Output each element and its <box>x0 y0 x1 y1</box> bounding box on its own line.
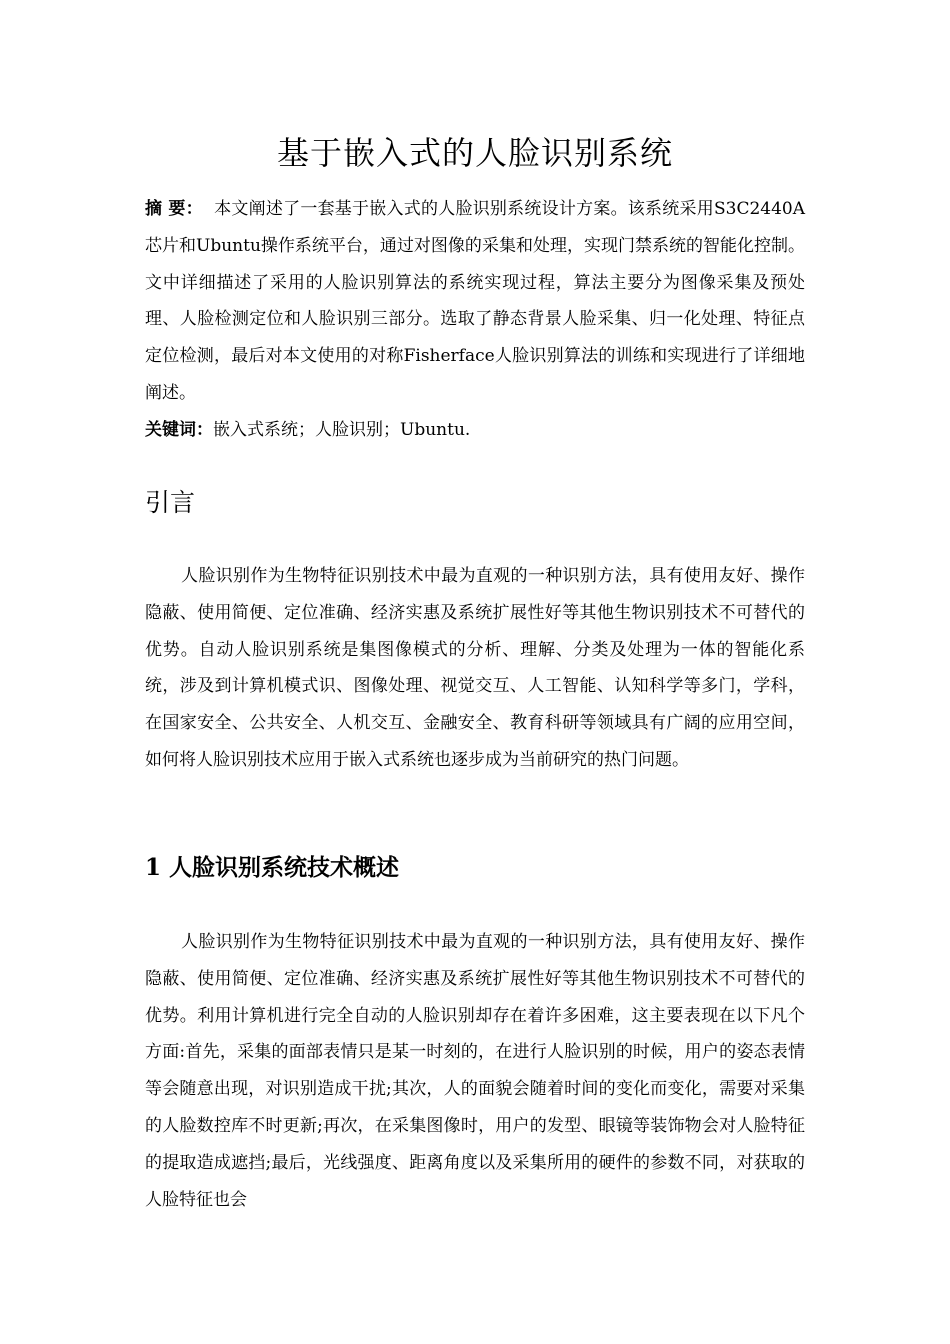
document-title: 基于嵌入式的人脸识别系统 <box>276 134 673 172</box>
abstract-label: 摘 要： <box>145 199 203 219</box>
keywords <box>145 412 805 448</box>
keywords-text: 嵌入式系统；人脸识别；Ubuntu. <box>213 420 471 440</box>
abstract-spacer <box>203 199 214 219</box>
abstract <box>145 191 805 412</box>
section-heading-1: 1 人脸识别系统技术概述 <box>145 854 400 881</box>
keywords-label: 关键词： <box>145 420 213 440</box>
section-paragraph-introduction: 人脸识别作为生物特征识别技术中最为直观的一种识别方法，具有使用友好、操作隐蔽、使用简便、定位准确、经济实惠及系统扩展性好等其他生物识别技术不可替代的优势。自动人脸识别系统是集图像模式的分析、理解、分类及处理为一体的智能化系统，涉及到计算机模式识、图像处理、视觉交互、人工智能、认知科学等多门，学科，在国家安全、公共安全、人机交互、金融安全、教育科研等领域具有广阔的应用空间，如何将人脸识别技术应用于嵌入式系统也逐步成为当前研究的热门问题。 <box>145 566 805 770</box>
section-heading-introduction: 引言 <box>145 488 196 517</box>
abstract-text: 本文阐述了一套基于嵌入式的人脸识别系统设计方案。该系统采用S3C2440A芯片和Ubuntu操作系统平台，通过对图像的采集和处理，实现门禁系统的智能化控制。文中详细描述了采用的人脸识别算法的系统实现过程，算法主要分为图像采集及预处理、人脸检测定位和人脸识别三部分。选取了静态背景人脸采集、归一化处理、特征点定位检测，最后对本文使用的对称Fisherface人脸识别算法的训练和实现进行了详细地阐述。 <box>145 199 806 403</box>
section-paragraph-1: 人脸识别作为生物特征识别技术中最为直观的一种识别方法，具有使用友好、操作隐蔽、使用简便、定位准确、经济实惠及系统扩展性好等其他生物识别技术不可替代的优势。利用计算机进行完全自动的人脸识别却存在着许多困难，这主要表现在以下凡个方面:首先，采集的面部表情只是某一时刻的，在进行人脸识别的时候，用户的姿态表情等会随意出现，对识别造成干扰;其次，人的面貌会随着时间的变化而变化，需要对采集的人脸数控库不时更新;再次，在采集图像时，用户的发型、眼镜等装饰物会对人脸特征的提取造成遮挡;最后，光线强度、距离角度以及采集所用的硬件的参数不同，对获取的人脸特征也会 <box>145 932 805 1210</box>
